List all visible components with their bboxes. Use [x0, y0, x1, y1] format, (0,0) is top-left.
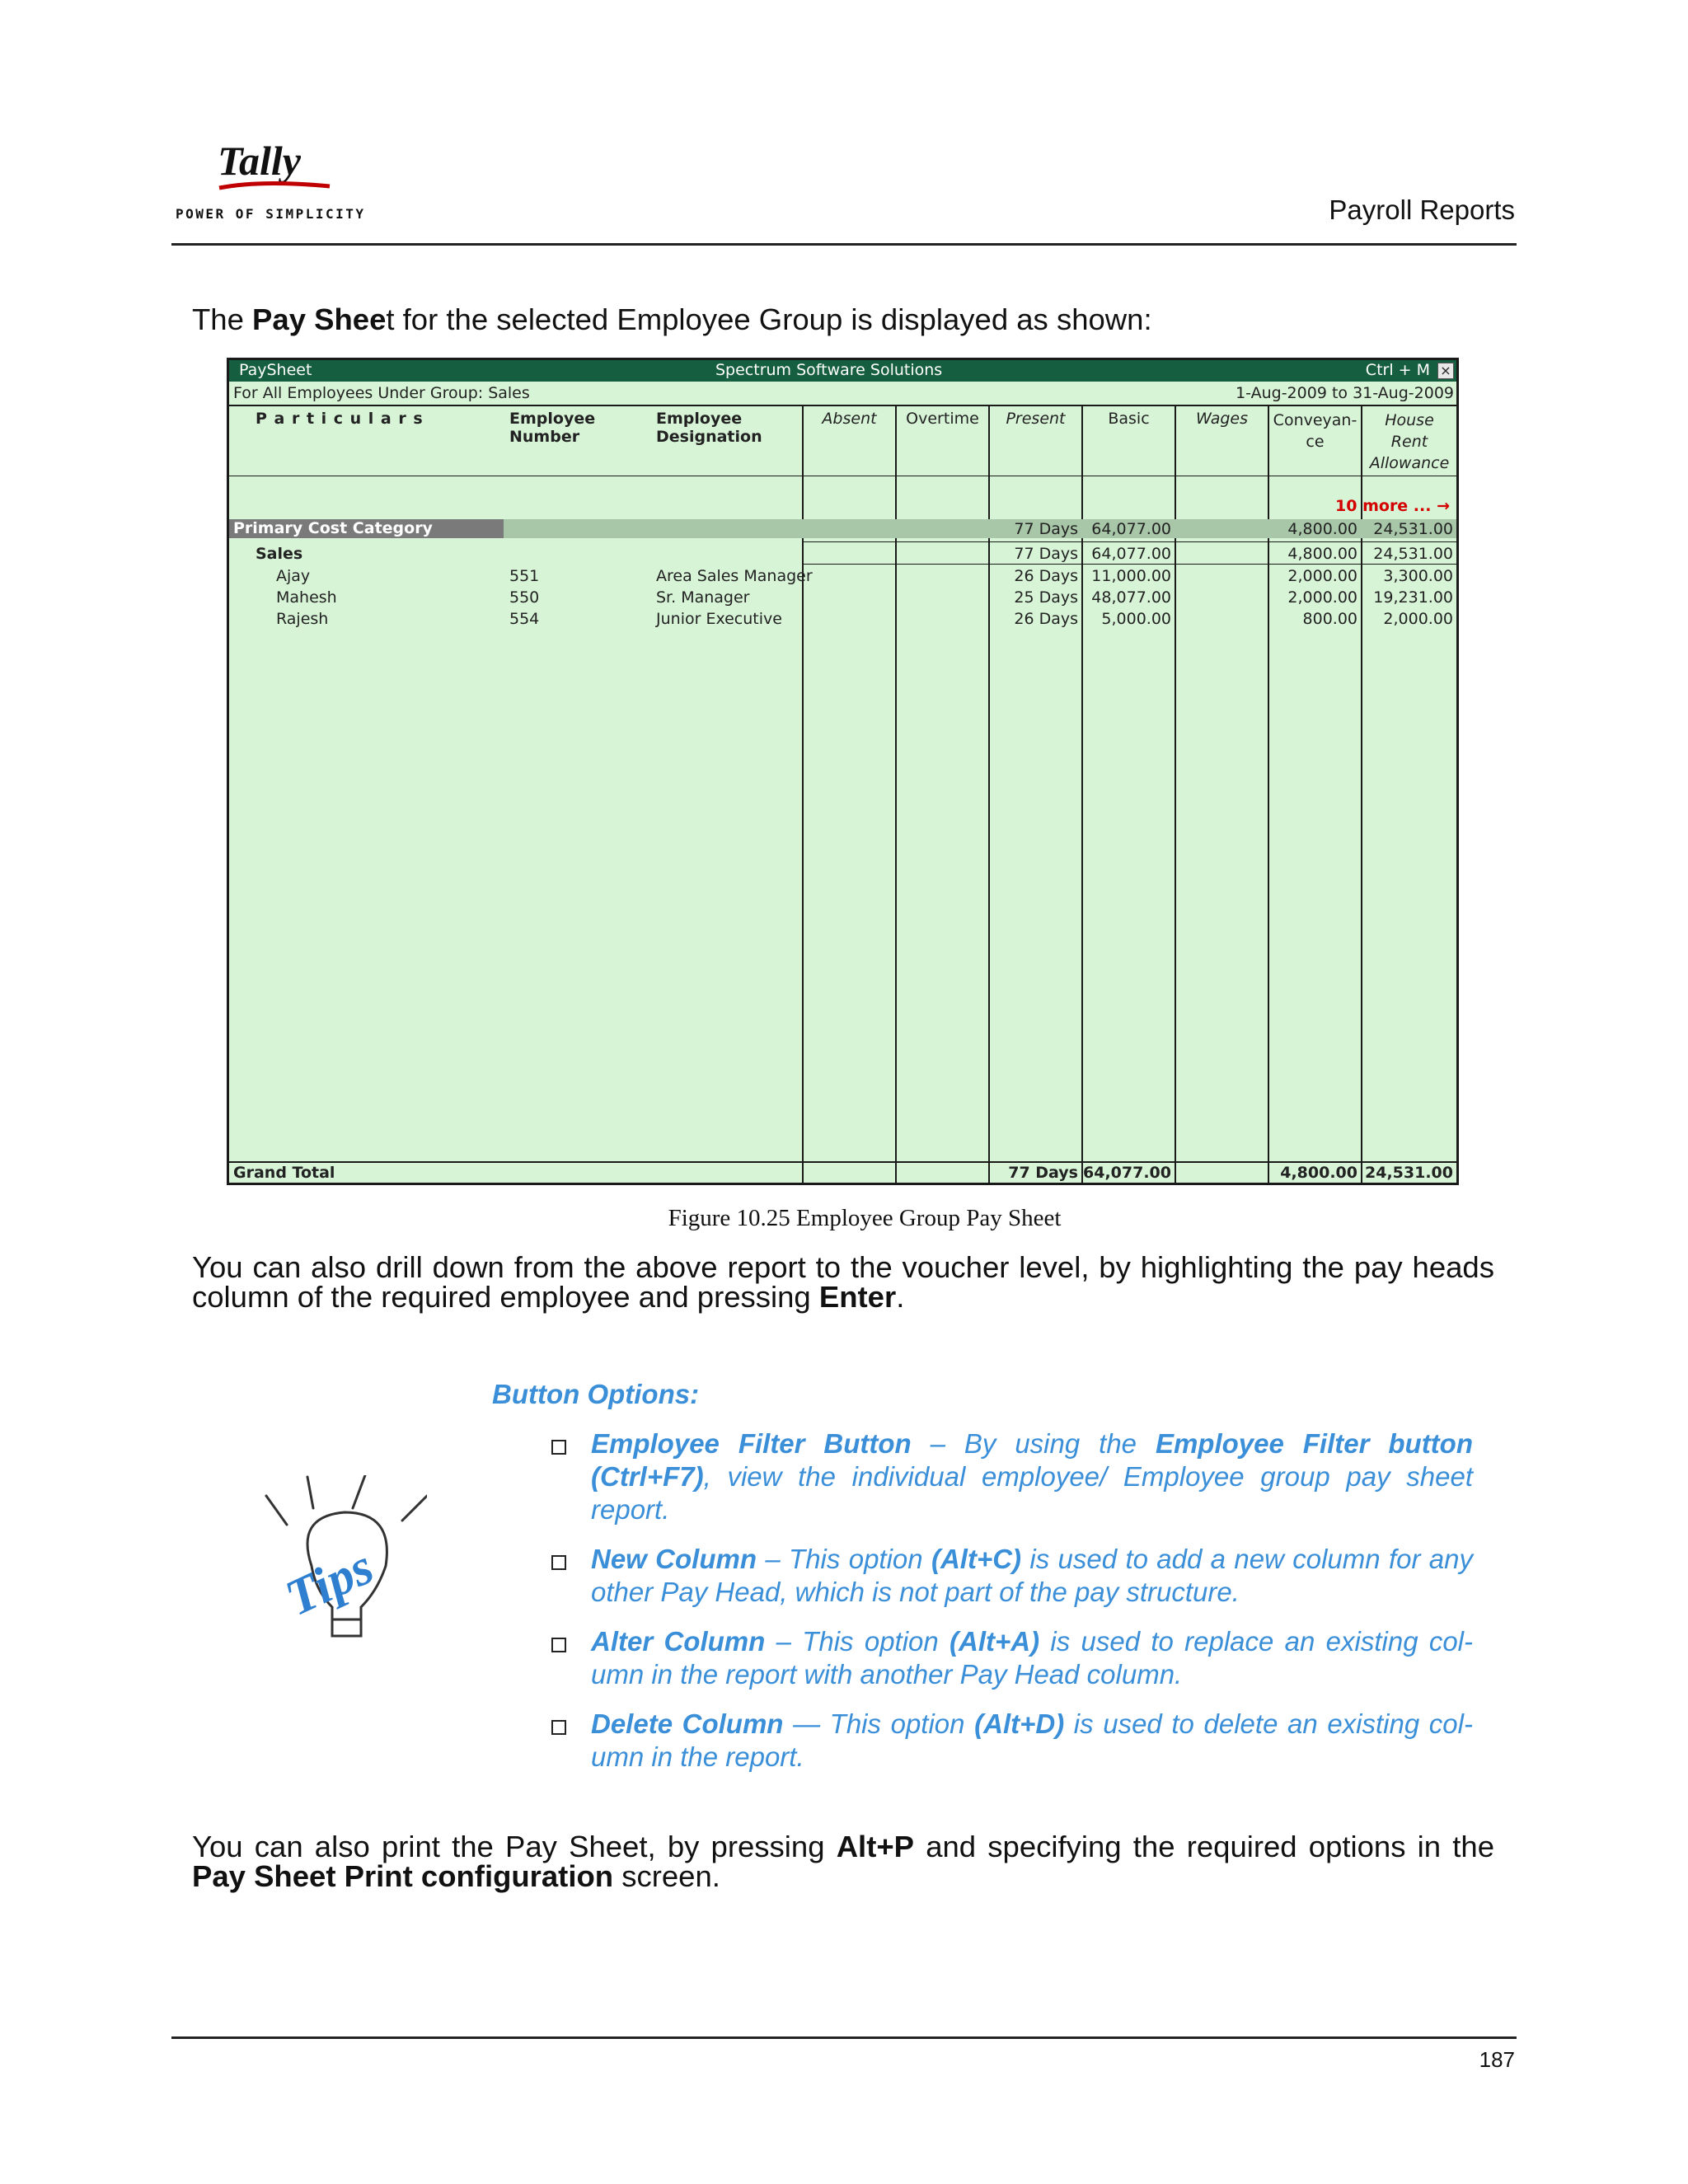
employee-hra[interactable]: 2,000.00 — [1383, 610, 1453, 628]
group-conveyance: 4,800.00 — [1287, 545, 1357, 563]
tally-logo-mark — [213, 138, 336, 198]
square-bullet-icon — [551, 1555, 566, 1570]
shortcut-hint: Ctrl + M — [1365, 361, 1430, 379]
col-header-present[interactable]: Present — [1006, 410, 1066, 428]
square-bullet-icon — [551, 1720, 566, 1735]
total-rule — [229, 1161, 1456, 1163]
grand-total-present: 77 Days — [1008, 1164, 1078, 1182]
grand-total-label: Grand Total — [233, 1164, 335, 1182]
employee-designation: Area Sales Manager — [656, 567, 813, 585]
employee-designation: Sr. Manager — [656, 588, 750, 607]
grand-total-conveyance: 4,800.00 — [1280, 1164, 1357, 1182]
print-paragraph: You can also print the Pay Sheet, by pressing Alt+P and specifying the required options in the Pay Sheet Print configuration screen. — [192, 1830, 1494, 1893]
group-present: 77 Days — [1014, 545, 1078, 563]
intro-paragraph: The Pay Sheet for the selected Employee Group is displayed as shown: — [192, 302, 1152, 336]
col-header-absent[interactable]: Absent — [822, 410, 877, 428]
group-hra: 24,531.00 — [1373, 545, 1453, 563]
group-basic: 64,077.00 — [1091, 545, 1171, 563]
paysheet-titlebar — [229, 360, 1456, 382]
employee-designation: Junior Executive — [656, 610, 782, 628]
tally-logo-wordmark: Tally — [218, 138, 301, 184]
category-conveyance: 4,800.00 — [1287, 520, 1357, 538]
header-rule — [171, 243, 1517, 246]
employee-hra[interactable]: 19,231.00 — [1373, 588, 1453, 607]
category-basic: 64,077.00 — [1091, 520, 1171, 538]
report-period: 1-Aug-2009 to 31-Aug-2009 — [1236, 384, 1454, 402]
tip-new-column: New Column – This option (Alt+C) is used to add a new column for any other Pay Head, which is not part of the pay structure. — [591, 1543, 1473, 1609]
tally-logo — [176, 138, 373, 229]
category-hra: 24,531.00 — [1373, 520, 1453, 538]
employee-present[interactable]: 26 Days — [1014, 610, 1078, 628]
report-subtitle: For All Employees Under Group: Sales — [233, 384, 530, 402]
tips-heading: Button Options: — [492, 1379, 700, 1409]
category-present: 77 Days — [1014, 520, 1078, 538]
col-header-emp-designation: Employee Designation — [656, 410, 762, 446]
employee-conveyance[interactable]: 800.00 — [1302, 610, 1357, 628]
employee-basic[interactable]: 11,000.00 — [1091, 567, 1171, 585]
page-number: 187 — [1479, 2047, 1515, 2072]
col-header-conveyance[interactable]: Conveyan- ce — [1273, 411, 1357, 451]
square-bullet-icon — [551, 1440, 566, 1455]
employee-conveyance[interactable]: 2,000.00 — [1287, 588, 1357, 607]
employee-number: 551 — [509, 567, 540, 585]
employee-basic[interactable]: 5,000.00 — [1101, 610, 1171, 628]
paysheet-screenshot — [227, 358, 1459, 1185]
employee-number: 554 — [509, 610, 540, 628]
paysheet-title: PaySheet — [239, 361, 312, 379]
employee-conveyance[interactable]: 2,000.00 — [1287, 567, 1357, 585]
square-bullet-icon — [551, 1638, 566, 1652]
tip-alter-column: Alter Column – This option (Alt+A) is used to replace an existing col-umn in the report with another Pay Head column. — [591, 1625, 1473, 1691]
drilldown-paragraph: You can also drill down from the above report to the voucher level, by highlighting the pay heads column of the required employee and pressing Enter. — [192, 1250, 1494, 1314]
col-header-wages[interactable]: Wages — [1195, 410, 1249, 428]
col-header-hra[interactable]: House Rent Allowance — [1369, 411, 1450, 472]
category-label[interactable]: Primary Cost Category — [229, 519, 504, 538]
figure-caption: Figure 10.25 Employee Group Pay Sheet — [668, 1205, 1062, 1231]
tips-lightbulb-icon — [262, 1475, 427, 1657]
col-header-overtime[interactable]: Overtime — [906, 410, 979, 428]
grand-total-hra: 24,531.00 — [1365, 1164, 1453, 1182]
employee-name[interactable]: Ajay — [276, 567, 311, 585]
company-name: Spectrum Software Solutions — [715, 361, 943, 379]
col-header-emp-number: Employee Number — [509, 410, 596, 446]
tip-delete-column: Delete Column — This option (Alt+D) is used to delete an existing col-umn in the report. — [591, 1708, 1473, 1774]
tip-employee-filter: Employee Filter Button – By using the Employee Filter button (Ctrl+F7), view the individual employee/ Employee group pay sheet report. — [591, 1427, 1473, 1526]
employee-hra[interactable]: 3,300.00 — [1383, 567, 1453, 585]
employee-present[interactable]: 25 Days — [1014, 588, 1078, 607]
col-header-particulars: P a r t i c u l a r s — [256, 410, 424, 428]
header-top-rule — [229, 405, 1456, 406]
employee-number: 550 — [509, 588, 540, 607]
tally-tagline: POWER OF SIMPLICITY — [176, 206, 366, 222]
employee-name[interactable]: Mahesh — [276, 588, 337, 607]
employee-present[interactable]: 26 Days — [1014, 567, 1078, 585]
col-header-basic[interactable]: Basic — [1108, 410, 1150, 428]
group-label[interactable]: Sales — [256, 545, 303, 563]
close-icon[interactable]: × — [1437, 363, 1454, 379]
tips-icon-label: Tips — [277, 1538, 382, 1627]
section-title: Payroll Reports — [1329, 194, 1515, 225]
employee-name[interactable]: Rajesh — [276, 610, 329, 628]
grand-total-basic: 64,077.00 — [1083, 1164, 1171, 1182]
group-rule-2 — [802, 564, 1456, 565]
group-rule — [802, 541, 1456, 542]
footer-rule — [171, 2036, 1517, 2039]
more-columns-link[interactable]: 10 more ... → — [1335, 497, 1450, 515]
employee-basic[interactable]: 48,077.00 — [1091, 588, 1171, 607]
